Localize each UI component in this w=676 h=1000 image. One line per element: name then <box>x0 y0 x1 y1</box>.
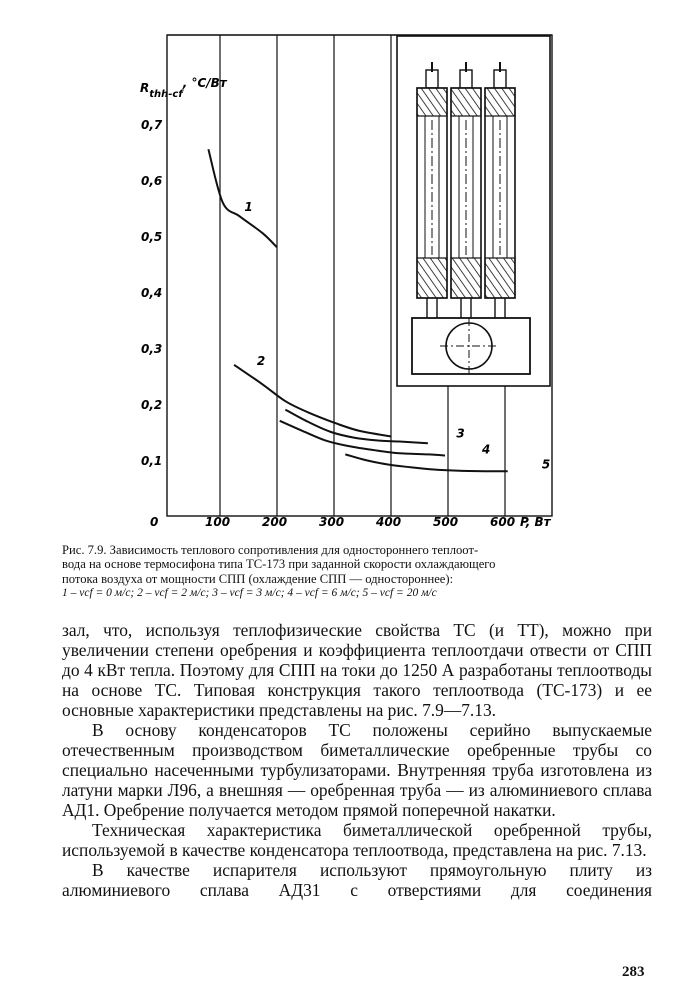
curve-label: 1 <box>244 199 253 214</box>
y-axis-title: $R_{thh-cf}$, °C/Вт <box>140 76 227 100</box>
curve-label: 2 <box>256 353 266 368</box>
x-tick-label: 300 <box>319 515 345 529</box>
paragraph: Техническая характеристика биметаллической оребренной трубы, используемой в качестве конденсатора теплоотвода, представлена на рис. 7.13. <box>62 820 652 860</box>
curve-2 <box>234 365 391 437</box>
x-tick-label: 500 <box>433 515 459 529</box>
x-tick-label: 400 <box>376 515 402 529</box>
condenser-tube <box>451 62 481 298</box>
x-axis-title: P, Вт <box>520 515 551 529</box>
y-tick-label: 0,4 <box>141 286 163 300</box>
caption-line: потока воздуха от мощности СПП (охлаждение СПП — одностороннее): <box>62 571 454 586</box>
body-text <box>62 620 652 900</box>
curve-label: 3 <box>456 426 465 441</box>
y-tick-label: 0,7 <box>141 118 163 132</box>
x-tick-label: 200 <box>262 515 288 529</box>
condenser-tube <box>417 62 447 298</box>
paragraph: В качестве испарителя используют прямоугольную плиту из алюминиевого сплава АД31 с отверстиями для соединения <box>62 860 652 900</box>
curve-label: 5 <box>541 457 551 472</box>
curve-3 <box>285 410 428 444</box>
page-number: 283 <box>622 964 645 980</box>
curve-5 <box>345 454 507 471</box>
y-tick-label: 0,2 <box>141 398 163 412</box>
y-tick-labels <box>141 118 163 468</box>
condenser-tubes <box>417 62 515 298</box>
y-tick-label: 0,5 <box>141 230 163 244</box>
figure-caption <box>62 543 657 600</box>
heatsink-drawing <box>397 36 550 386</box>
x-tick-labels <box>150 515 515 529</box>
caption-line: Рис. 7.9. Зависимость теплового сопротивления для одностороннего теплоот- <box>62 543 479 557</box>
paragraph: В основу конденсаторов ТС положены серийно выпускаемые отечественным производством биметаллические оребренные трубы со специально насеченными турбулизаторами. Внутренняя труба изготовлена из латуни марки Л96, а внешняя — оребренная труба — из алюминиевого сплава АД1. Оребрение получается методом прямой поперечной накатки. <box>62 720 652 820</box>
curve-1 <box>208 149 277 247</box>
y-tick-label: 0,3 <box>141 342 163 356</box>
x-tick-label: 100 <box>205 515 231 529</box>
x-tick-label: 600 <box>490 515 516 529</box>
x-tick-label: 0 <box>150 515 159 529</box>
y-tick-label: 0,1 <box>141 454 163 468</box>
y-tick-label: 0,6 <box>141 174 163 188</box>
caption-legend: 1 – vcf = 0 м/с; 2 – vcf = 2 м/с; 3 – vcf = 3 м/с; 4 – vcf = 6 м/с; 5 – vcf = 20 м/с <box>62 586 437 599</box>
paragraph: зал, что, используя теплофизические свойства ТС (и ТТ), можно при увеличении степени оребрения и коэффициента теплоотдачи отвести от СПП до 4 кВт тепла. Поэтому для СПП на токи до 1250 А разработаны теплоотводы на основе ТС. Типовая конструкция такого теплоотвода (ТС-173) и ее основные характеристики представлены на рис. 7.9—7.13. <box>62 620 652 720</box>
condenser-tube <box>485 62 515 298</box>
caption-line: вода на основе термосифона типа ТС-173 при заданной скорости охлаждающего <box>62 557 496 572</box>
curve-label: 4 <box>482 442 491 457</box>
